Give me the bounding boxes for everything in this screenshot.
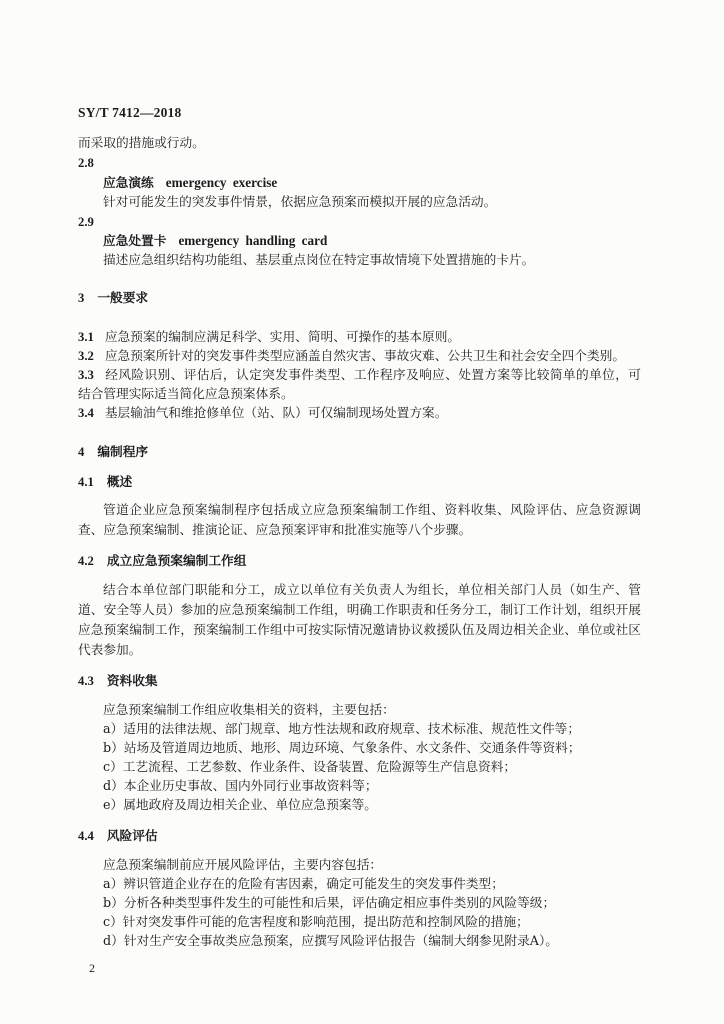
subsection-title: 资料收集 xyxy=(106,673,158,688)
subsection-number: 4.2 xyxy=(78,554,94,568)
list-item xyxy=(103,795,377,815)
paragraph-line: 结合本单位部门职能和分工，成立以单位有关负责人为组长，单位相关部门人员（如生产、管 xyxy=(103,582,641,597)
clause xyxy=(78,403,447,423)
term-chinese: 应急处置卡 xyxy=(103,233,167,248)
paragraph-line: 代表参加。 xyxy=(78,642,142,657)
term-heading xyxy=(103,231,327,251)
clause-text: 经风险识别、评估后，认定突发事件类型、工作程序及响应、处置方案等比较简单的单位，可 xyxy=(104,367,641,382)
clause-number: 3.4 xyxy=(78,406,94,420)
subsection-title: 成立应急预案编制工作组 xyxy=(106,553,247,568)
subsection-heading xyxy=(78,472,132,492)
clause xyxy=(78,365,641,385)
list-item-label: e） xyxy=(103,797,124,812)
list-item xyxy=(103,874,504,894)
list-item-label: a） xyxy=(103,876,124,891)
list-item-label: c） xyxy=(103,914,123,929)
subsection-number: 4.1 xyxy=(78,475,94,489)
list-item-label: a） xyxy=(103,721,124,736)
subsection-heading xyxy=(78,671,158,691)
subsection-heading xyxy=(78,551,246,571)
subsection-title: 概述 xyxy=(106,474,133,489)
list-item-label: d） xyxy=(103,778,124,793)
paragraph-line: 查、应急预案编制、推演论证、应急预案评审和批准实施等八个步骤。 xyxy=(78,522,472,537)
term-number xyxy=(78,153,105,173)
term-definition: 描述应急组织结构功能组、基层重点岗位在特定事故情境下处置措施的卡片。 xyxy=(103,252,535,267)
carryover-text: 而采取的措施或行动。 xyxy=(78,135,205,150)
subsection-number: 4.4 xyxy=(78,829,94,843)
list-item-text: 属地政府及周边相关企业、单位应急预案等。 xyxy=(123,797,377,812)
subsection-number: 4.3 xyxy=(78,674,94,688)
section-heading xyxy=(78,442,148,462)
list-item-text: 针对生产安全事故类应急预案，应撰写风险评估报告（编制大纲参见附录A）。 xyxy=(123,933,558,948)
paragraph-intro: 应急预案编制工作组应收集相关的资料，主要包括： xyxy=(103,702,395,717)
paragraph-line: 道、安全等人员）参加的应急预案编制工作组，明确工作职责和任务分工，制订工作计划，组织开展 xyxy=(78,602,641,617)
clause-number: 3.3 xyxy=(78,368,94,382)
subsection-heading xyxy=(78,826,158,846)
list-item-text: 适用的法律法规、部门规章、地方性法规和政府规章、技术标准、规范性文件等； xyxy=(123,721,581,736)
section-number: 3 xyxy=(78,291,85,305)
clause-number: 3.2 xyxy=(78,349,94,363)
list-item-label: b） xyxy=(103,895,124,910)
section-number: 4 xyxy=(78,445,85,459)
section-heading xyxy=(78,288,148,308)
list-item-label: c） xyxy=(103,759,123,774)
term-number-label: 2.8 xyxy=(78,156,94,170)
clause-continuation: 结合管理实际适当简化应急预案体系。 xyxy=(78,386,294,401)
subsection-title: 风险评估 xyxy=(106,828,158,843)
clause-text: 应急预案的编制应满足科学、实用、简明、可操作的基本原则。 xyxy=(104,329,461,344)
term-definition: 针对可能发生的突发事件情景，依据应急预案而模拟开展的应急活动。 xyxy=(103,194,497,209)
term-heading xyxy=(103,173,277,193)
list-item-text: 针对突发事件可能的危害程度和影响范围，提出防范和控制风险的措施； xyxy=(122,914,529,929)
paragraph-intro: 应急预案编制前应开展风险评估，主要内容包括： xyxy=(103,857,383,872)
list-item-text: 站场及管道周边地质、地形、周边环境、气象条件、水文条件、交通条件等资料； xyxy=(123,740,581,755)
clause-text: 应急预案所针对的突发事件类型应涵盖自然灾害、事故灾难、公共卫生和社会安全四个类别。 xyxy=(104,348,626,363)
term-english: emergency exercise xyxy=(165,175,278,190)
clause xyxy=(78,346,625,366)
list-item xyxy=(103,912,529,932)
paragraph-line: 应急预案编制工作，预案编制工作组中可按实际情况邀请协议救援队伍及周边相关企业、单位或社区 xyxy=(78,622,641,637)
list-item-label: b） xyxy=(103,740,124,755)
section-title: 编制程序 xyxy=(97,444,149,459)
list-item xyxy=(103,757,516,777)
term-english: emergency handling card xyxy=(178,233,328,248)
clause-text: 基层输油气和维抢修单位（站、队）可仅编制现场处置方案。 xyxy=(104,405,448,420)
list-item xyxy=(103,776,378,796)
list-item-text: 工艺流程、工艺参数、作业条件、设备装置、危险源等生产信息资料； xyxy=(122,759,517,774)
list-item-text: 分析各种类型事件发生的可能性和后果，评估确定相应事件类别的风险等级； xyxy=(123,895,556,910)
standard-code-header: SY/T 7412—2018 xyxy=(78,105,182,120)
list-item-text: 辨识管道企业存在的危险有害因素，确定可能发生的突发事件类型； xyxy=(123,876,504,891)
section-title: 一般要求 xyxy=(97,290,149,305)
term-chinese: 应急演练 xyxy=(103,175,154,190)
list-item xyxy=(103,893,555,913)
term-number-label: 2.9 xyxy=(78,215,94,229)
list-item xyxy=(103,931,558,951)
list-item xyxy=(103,738,581,758)
paragraph-line: 管道企业应急预案编制程序包括成立应急预案编制工作组、资料收集、风险评估、应急资源调 xyxy=(103,502,641,517)
clause-number: 3.1 xyxy=(78,330,94,344)
list-item xyxy=(103,719,580,739)
list-item-label: d） xyxy=(103,933,124,948)
list-item-text: 本企业历史事故、国内外同行业事故资料等； xyxy=(123,778,378,793)
term-number xyxy=(78,212,105,232)
clause xyxy=(78,327,460,347)
page-number: 2 xyxy=(89,961,95,975)
